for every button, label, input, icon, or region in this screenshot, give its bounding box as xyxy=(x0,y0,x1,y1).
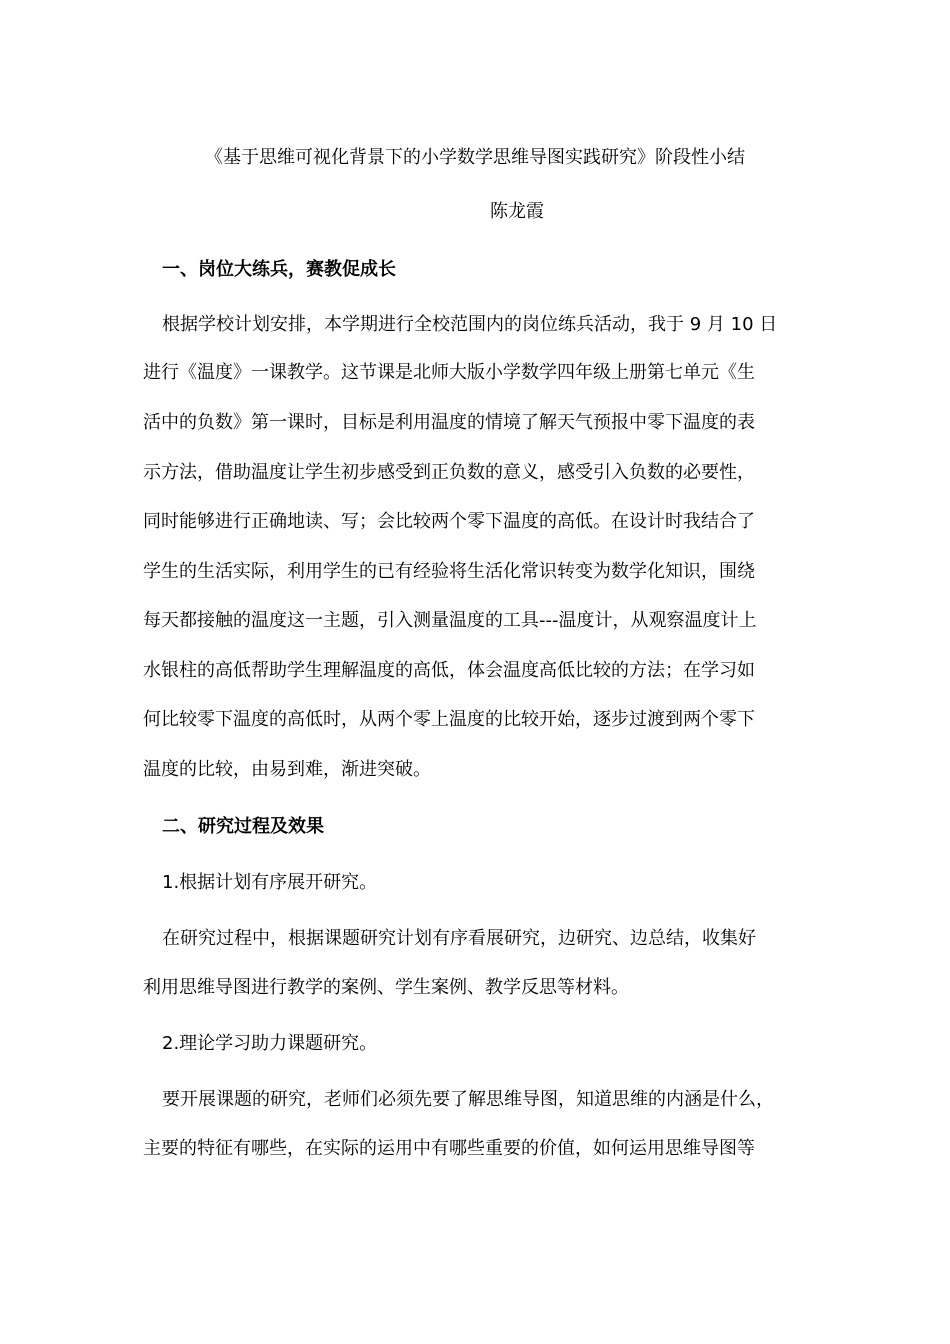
paragraph-line: 根据学校计划安排，本学期进行全校范围内的岗位练兵活动，我于 9 月 10 日 xyxy=(162,314,778,335)
paragraph-line: 每天都接触的温度这一主题，引入测量温度的工具---温度计，从观察温度计上 xyxy=(143,610,757,631)
document-author: 陈龙霞 xyxy=(490,201,544,222)
paragraph-line: 活中的负数》第一课时，目标是利用温度的情境了解天气预报中零下温度的表 xyxy=(143,412,755,433)
paragraph-line: 要开展课题的研究，老师们必须先要了解思维导图，知道思维的内涵是什么， xyxy=(162,1089,774,1110)
paragraph-line: 水银柱的高低帮助学生理解温度的高低，体会温度高低比较的方法；在学习如 xyxy=(143,660,755,681)
document-title: 《基于思维可视化背景下的小学数学思维导图实践研究》阶段性小结 xyxy=(205,147,745,168)
paragraph-line: 何比较零下温度的高低时，从两个零上温度的比较开始，逐步过渡到两个零下 xyxy=(143,709,755,730)
paragraph-line: 温度的比较，由易到难，渐进突破。 xyxy=(143,759,431,780)
paragraph-line: 主要的特征有哪些，在实际的运用中有哪些重要的价值，如何运用思维导图等 xyxy=(143,1138,755,1159)
paragraph-line: 利用思维导图进行教学的案例、学生案例、教学反思等材料。 xyxy=(143,977,629,998)
paragraph-line: 学生的生活实际，利用学生的已有经验将生活化常识转变为数学化知识，围绕 xyxy=(143,561,755,582)
paragraph-line: 进行《温度》一课教学。这节课是北师大版小学数学四年级上册第七单元《生 xyxy=(143,362,755,383)
section-1-heading: 一、岗位大练兵，赛教促成长 xyxy=(162,259,396,280)
paragraph-line: 示方法，借助温度让学生初步感受到正负数的意义，感受引入负数的必要性， xyxy=(143,462,755,483)
subheading-2: 2.理论学习助力课题研究。 xyxy=(162,1033,378,1054)
subheading-1: 1.根据计划有序展开研究。 xyxy=(162,872,378,893)
section-2-heading: 二、研究过程及效果 xyxy=(162,816,324,837)
paragraph-line: 同时能够进行正确地读、写；会比较两个零下温度的高低。在设计时我结合了 xyxy=(143,511,755,532)
paragraph-line: 在研究过程中，根据课题研究计划有序看展研究，边研究、边总结，收集好 xyxy=(162,928,756,949)
